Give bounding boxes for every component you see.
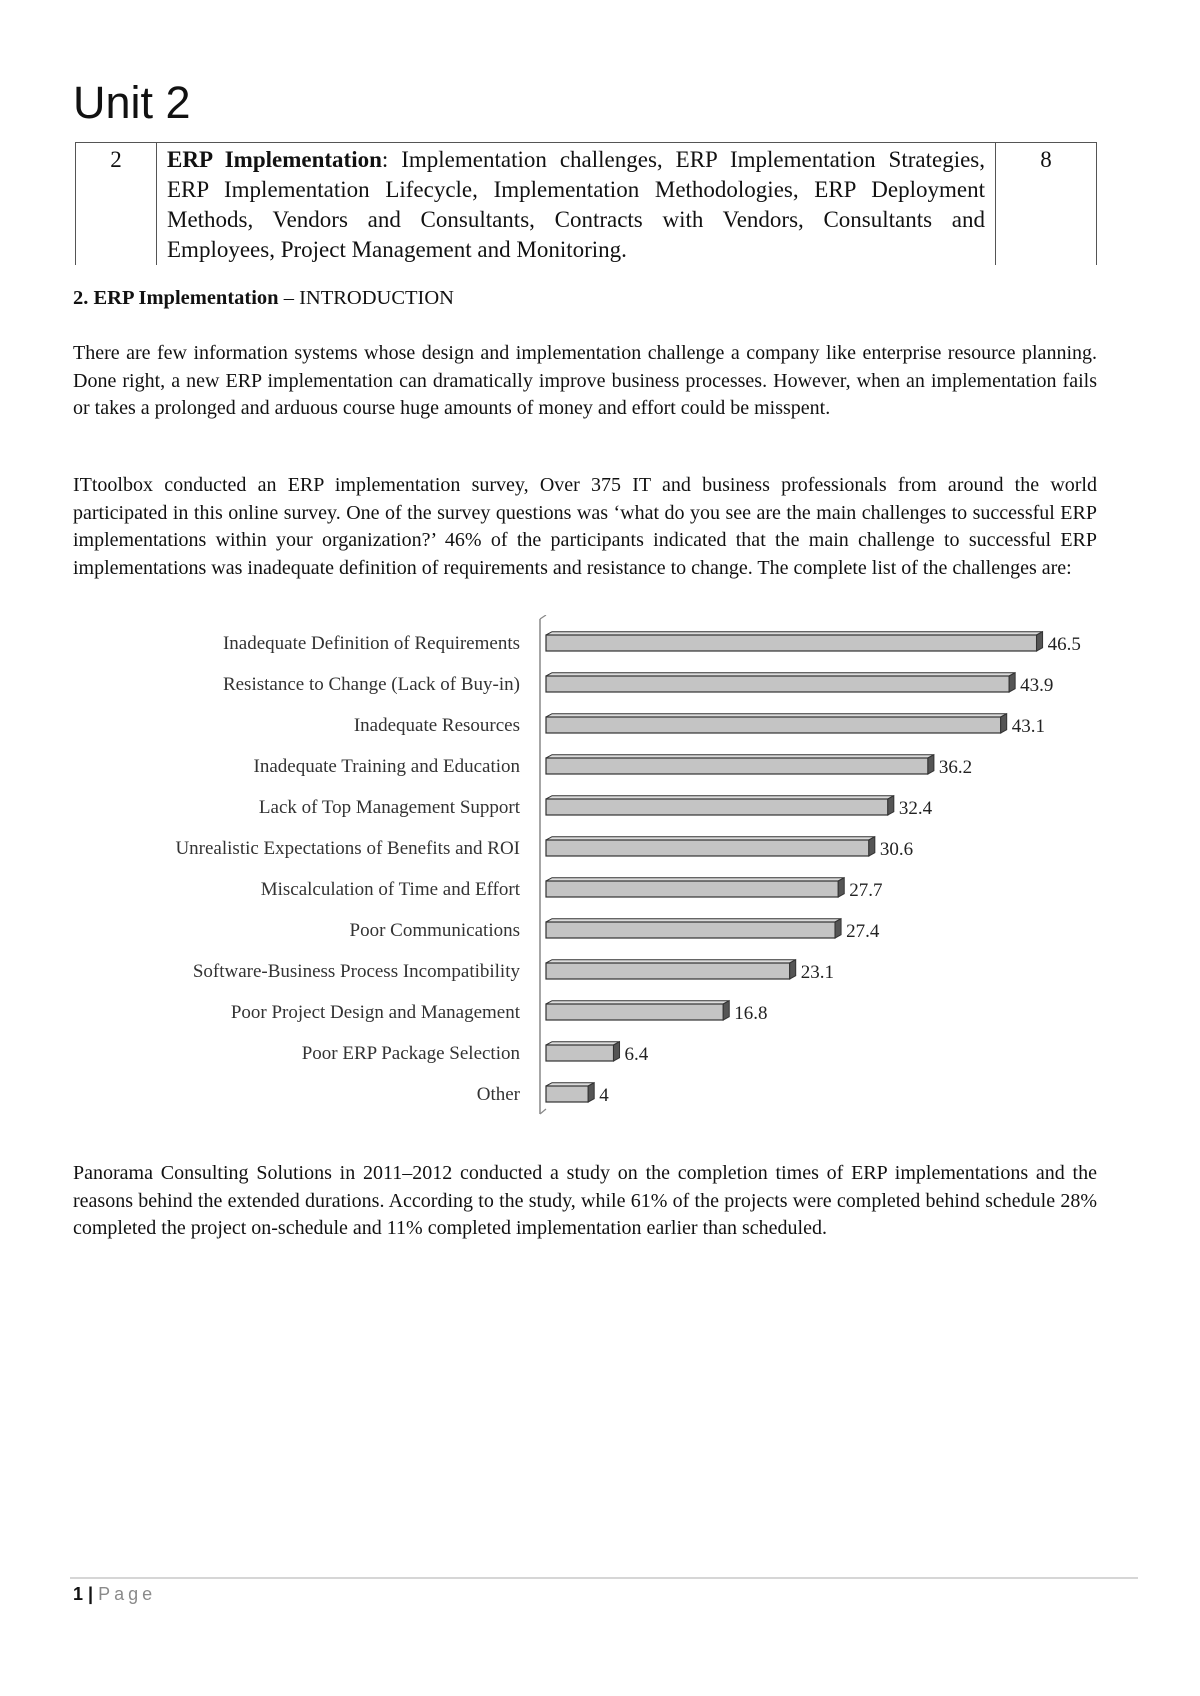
page-footer: [73, 1584, 156, 1605]
section-heading-bold: 2. ERP Implementation: [73, 287, 279, 309]
chart-category-label: Inadequate Definition of Requirements: [222, 633, 520, 654]
chart-bar-end: [928, 755, 934, 774]
chart-value-label: 32.4: [898, 798, 933, 819]
chart-y-axis-top: [540, 615, 546, 619]
chart-bar: [546, 676, 1009, 692]
syllabus-table: [75, 142, 1097, 265]
chart-category-label: Poor ERP Package Selection: [301, 1043, 520, 1064]
chart-bar-end: [723, 1001, 729, 1020]
chart-value-label: 46.5: [1047, 634, 1081, 655]
chart-bar: [546, 922, 835, 938]
chart-bar-end: [888, 796, 894, 815]
topic-title: ERP Implementation: [167, 147, 382, 172]
chart-bar-end: [614, 1042, 620, 1061]
chart-bar: [546, 1086, 588, 1102]
unit-description-cell: [157, 143, 996, 266]
chart-value-label: 30.6: [879, 839, 914, 860]
chart-category-label: Inadequate Resources: [353, 715, 520, 736]
chart-category-label: Other: [476, 1084, 520, 1105]
challenges-bar-chart: [90, 615, 1140, 1135]
chart-bar: [546, 1004, 723, 1020]
chart-category-label: Poor Communications: [349, 920, 520, 941]
chart-bar-end: [869, 837, 875, 856]
chart-bar: [546, 881, 838, 897]
chart-bar: [546, 963, 790, 979]
chart-value-label: 43.1: [1011, 716, 1045, 737]
chart-value-label: 27.4: [846, 921, 880, 942]
chart-bar: [546, 758, 928, 774]
page-separator: |: [88, 1584, 94, 1604]
chart-bar-end: [1037, 632, 1043, 651]
chart-bar: [546, 635, 1037, 651]
panorama-paragraph: Panorama Consulting Solutions in 2011–2012 conducted a study on the completion times of ERP implementations and the reasons behind the extended durations. According to the study, while 61% of the projects were completed behind schedule 28% completed the project on-schedule and 11% completed implementation earlier than scheduled.: [73, 1162, 1097, 1239]
chart-category-label: Inadequate Training and Education: [253, 756, 520, 777]
unit-hours-cell: 8: [996, 143, 1097, 266]
chart-bar-end: [1009, 673, 1015, 692]
chart-bar: [546, 840, 869, 856]
chart-y-axis-bottom: [540, 1109, 546, 1114]
page-word: Page: [98, 1584, 157, 1604]
section-heading: [73, 288, 454, 309]
chart-category-label: Lack of Top Management Support: [258, 797, 520, 818]
unit-number-cell: 2: [76, 143, 157, 266]
syllabus-row: [76, 143, 1097, 266]
intro-paragraph: There are few information systems whose design and implementation challenge a company like enterprise resource planning. Done right, a new ERP implementation can dramatically improve business processes. However, when an implementation fails or takes a prolonged and arduous course huge amounts of money and effort could be misspent.: [73, 342, 1097, 419]
chart-category-label: Software-Business Process Incompatibility: [192, 961, 520, 982]
topic-list: : Implementation challenges, ERP Implementation Strategies, ERP Implementation Lifecycle, Implementation Methodologies, ERP Deployment Methods, Vendors and Consultants, Contracts with Vendors, Consultants and Employees, Project Management and Monitoring.: [167, 147, 986, 262]
chart-category-label: Miscalculation of Time and Effort: [260, 879, 520, 900]
chart-bar: [546, 1045, 614, 1061]
footer-divider: [70, 1577, 1138, 1579]
chart-category-label: Resistance to Change (Lack of Buy-in): [222, 674, 520, 695]
chart-bar-end: [1001, 714, 1007, 733]
section-heading-rest: – INTRODUCTION: [278, 287, 454, 309]
chart-value-label: 4: [599, 1085, 609, 1106]
chart-category-label: Unrealistic Expectations of Benefits and ROI: [175, 838, 520, 859]
unit-title: Unit 2: [73, 77, 191, 128]
page-number: 1: [73, 1584, 84, 1604]
chart-value-label: 36.2: [938, 757, 973, 778]
chart-category-label: Poor Project Design and Management: [230, 1002, 520, 1023]
survey-paragraph: ITtoolbox conducted an ERP implementation survey, Over 375 IT and business professionals from around the world participated in this online survey. One of the survey questions was ‘what do you see are the main challenges to successful ERP implementations within your organization?’ 46% of the participants indicated that the main challenge to successful ERP implementations was inadequate definition of requirements and resistance to change. The complete list of the challenges are:: [73, 474, 1097, 579]
chart-value-label: 16.8: [734, 1003, 768, 1024]
chart-bar-end: [838, 878, 844, 897]
chart-value-label: 6.4: [624, 1044, 649, 1065]
chart-bar-end: [588, 1083, 594, 1102]
chart-bar-end: [790, 960, 796, 979]
chart-value-label: 23.1: [800, 962, 834, 983]
chart-value-label: 27.7: [849, 880, 883, 901]
chart-bar: [546, 799, 888, 815]
chart-bar: [546, 717, 1001, 733]
chart-value-label: 43.9: [1020, 675, 1054, 696]
chart-bar-end: [835, 919, 841, 938]
